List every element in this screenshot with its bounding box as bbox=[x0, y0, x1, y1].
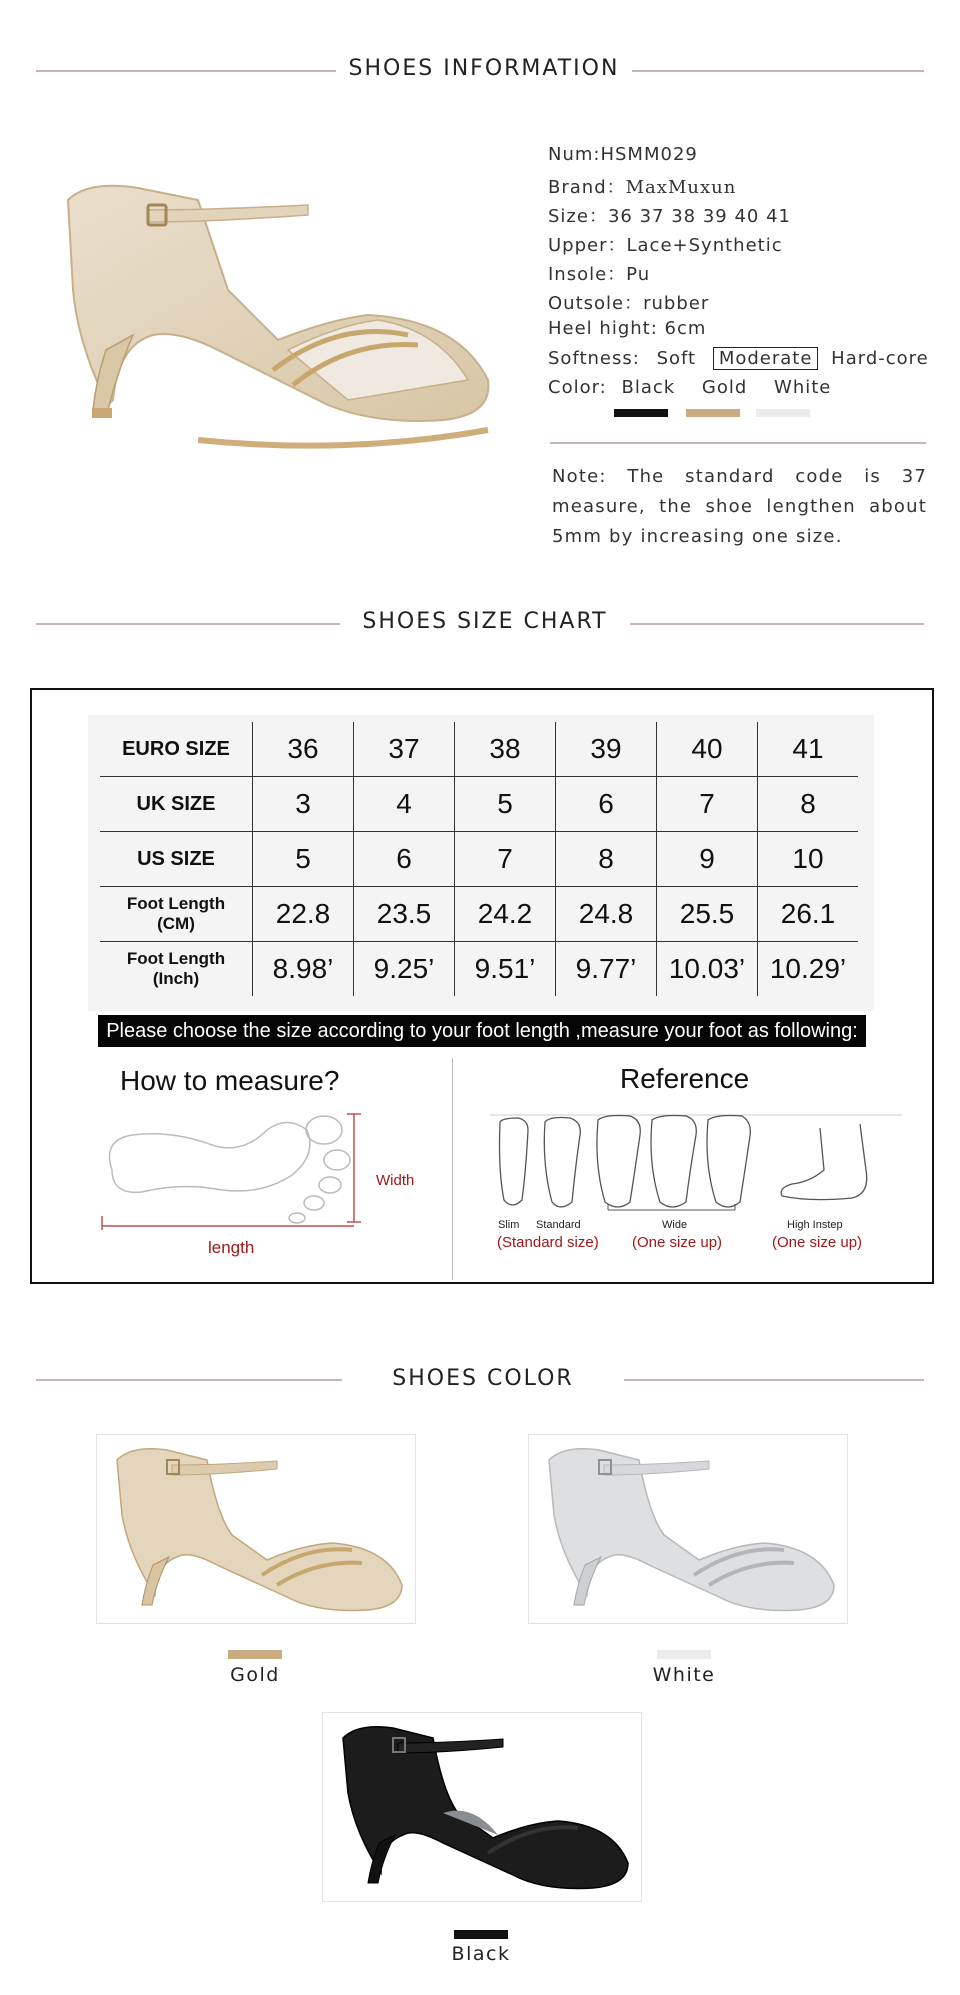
softness-option-moderate: Moderate bbox=[713, 347, 819, 370]
row-label: US SIZE bbox=[100, 832, 253, 887]
section-title-info: SHOES INFORMATION bbox=[348, 56, 620, 81]
color-name-white: White bbox=[774, 377, 832, 398]
ref-label-wide: Wide bbox=[662, 1219, 688, 1231]
table-cell: 41 bbox=[758, 722, 859, 777]
ref-note-wide-size-up: (One size up) bbox=[632, 1234, 723, 1251]
color-photo-white bbox=[528, 1434, 848, 1624]
table-row bbox=[100, 777, 858, 832]
note-rule bbox=[550, 442, 926, 444]
table-cell: 4 bbox=[354, 777, 455, 832]
shoe-gold-image bbox=[97, 1435, 415, 1623]
table-cell: 10.03’ bbox=[657, 942, 758, 997]
spec-brand bbox=[548, 173, 736, 199]
table-cell: 6 bbox=[354, 832, 455, 887]
spec-insole: Insole：Pu bbox=[548, 264, 651, 285]
table-cell: 36 bbox=[253, 722, 354, 777]
color-photo-label-white: White bbox=[652, 1664, 716, 1686]
table-cell: 9 bbox=[657, 832, 758, 887]
spec-upper: Upper：Lace+Synthetic bbox=[548, 235, 783, 256]
swatch-gold-photo bbox=[228, 1650, 282, 1659]
measure-instruction-banner: Please choose the size according to your foot length ,measure your foot as following: bbox=[98, 1015, 866, 1047]
table-cell: 25.5 bbox=[657, 887, 758, 942]
row-label-unit: (CM) bbox=[157, 914, 195, 933]
table-cell: 40 bbox=[657, 722, 758, 777]
spec-size: Size：36 37 38 39 40 41 bbox=[548, 206, 791, 227]
table-cell: 8 bbox=[556, 832, 657, 887]
color-photo-black bbox=[322, 1712, 642, 1902]
table-row bbox=[100, 832, 858, 887]
row-label-unit: (Inch) bbox=[152, 969, 200, 988]
shoe-black-image bbox=[323, 1713, 641, 1901]
measure-divider bbox=[452, 1058, 453, 1280]
reference-title: Reference bbox=[620, 1063, 750, 1094]
color-label: Color: bbox=[548, 377, 607, 398]
section-title-color: SHOES COLOR bbox=[392, 1366, 574, 1391]
section-rule-right bbox=[624, 1379, 924, 1381]
table-cell: 26.1 bbox=[758, 887, 859, 942]
section-rule-left bbox=[36, 623, 340, 625]
color-photo-gold bbox=[96, 1434, 416, 1624]
row-label: EURO SIZE bbox=[100, 722, 253, 777]
product-image-gold bbox=[48, 170, 498, 460]
section-rule-left bbox=[36, 1379, 342, 1381]
table-cell: 7 bbox=[455, 832, 556, 887]
length-label: length bbox=[208, 1238, 255, 1257]
table-cell: 9.25’ bbox=[354, 942, 455, 997]
table-cell: 9.77’ bbox=[556, 942, 657, 997]
row-label-main: Foot Length bbox=[126, 894, 226, 913]
table-cell: 23.5 bbox=[354, 887, 455, 942]
spec-outsole: Outsole：rubber bbox=[548, 293, 710, 314]
how-to-measure-title: How to measure? bbox=[120, 1065, 340, 1096]
color-name-black: Black bbox=[621, 377, 676, 398]
swatch-white bbox=[756, 409, 810, 417]
table-cell: 7 bbox=[657, 777, 758, 832]
foot-types-diagram bbox=[490, 1110, 902, 1215]
table-cell: 24.8 bbox=[556, 887, 657, 942]
section-rule-right bbox=[632, 70, 924, 72]
table-cell: 22.8 bbox=[253, 887, 354, 942]
ref-note-instep-size-up: (One size up) bbox=[772, 1234, 863, 1251]
table-cell: 10.29’ bbox=[758, 942, 859, 997]
row-label bbox=[100, 887, 253, 942]
table-cell: 8.98’ bbox=[253, 942, 354, 997]
spec-heel: Heel hight: 6cm bbox=[548, 318, 707, 339]
table-cell: 10 bbox=[758, 832, 859, 887]
row-label: UK SIZE bbox=[100, 777, 253, 832]
row-label-main: Foot Length bbox=[126, 949, 226, 968]
table-cell: 3 bbox=[253, 777, 354, 832]
table-cell: 37 bbox=[354, 722, 455, 777]
section-rule-left bbox=[36, 70, 336, 72]
section-rule-right bbox=[630, 623, 924, 625]
spec-softness bbox=[548, 347, 929, 370]
swatch-black-photo bbox=[454, 1930, 508, 1939]
ref-label-standard: Standard bbox=[536, 1219, 581, 1231]
table-cell: 6 bbox=[556, 777, 657, 832]
ref-label-high-instep: High Instep bbox=[787, 1219, 843, 1231]
spec-brand-label: Brand： bbox=[548, 177, 626, 198]
table-cell: 24.2 bbox=[455, 887, 556, 942]
section-title-size-chart: SHOES SIZE CHART bbox=[362, 609, 608, 634]
swatch-black bbox=[614, 409, 668, 417]
color-name-gold: Gold bbox=[701, 377, 748, 398]
row-label bbox=[100, 942, 253, 997]
shoe-white-image bbox=[529, 1435, 847, 1623]
table-cell: 5 bbox=[455, 777, 556, 832]
swatch-gold bbox=[686, 409, 740, 417]
swatch-white-photo bbox=[657, 1650, 711, 1659]
spec-num: Num:HSMM029 bbox=[548, 144, 698, 165]
softness-label: Softness: bbox=[548, 348, 640, 369]
width-label: Width bbox=[376, 1172, 415, 1189]
size-table bbox=[100, 722, 858, 996]
table-cell: 39 bbox=[556, 722, 657, 777]
size-chart-box bbox=[30, 688, 934, 1284]
table-cell: 8 bbox=[758, 777, 859, 832]
size-note: Note: The standard code is 37 measure, the shoe lengthen about 5mm by increasing one size. bbox=[552, 466, 927, 547]
color-photo-label-gold: Gold bbox=[230, 1664, 280, 1686]
color-photo-label-black: Black bbox=[451, 1943, 511, 1965]
ref-note-standard-size: (Standard size) bbox=[497, 1234, 599, 1251]
table-row bbox=[100, 722, 858, 777]
foot-outline-diagram bbox=[92, 1110, 382, 1230]
table-cell: 9.51’ bbox=[455, 942, 556, 997]
table-cell: 38 bbox=[455, 722, 556, 777]
table-row bbox=[100, 942, 858, 997]
spec-brand-value: MaxMuxun bbox=[625, 177, 737, 198]
table-cell: 5 bbox=[253, 832, 354, 887]
softness-option-soft: Soft bbox=[656, 348, 697, 369]
table-row bbox=[100, 887, 858, 942]
spec-color bbox=[548, 377, 831, 398]
ref-label-slim: Slim bbox=[498, 1219, 520, 1231]
softness-option-hardcore: Hard-core bbox=[831, 348, 929, 369]
